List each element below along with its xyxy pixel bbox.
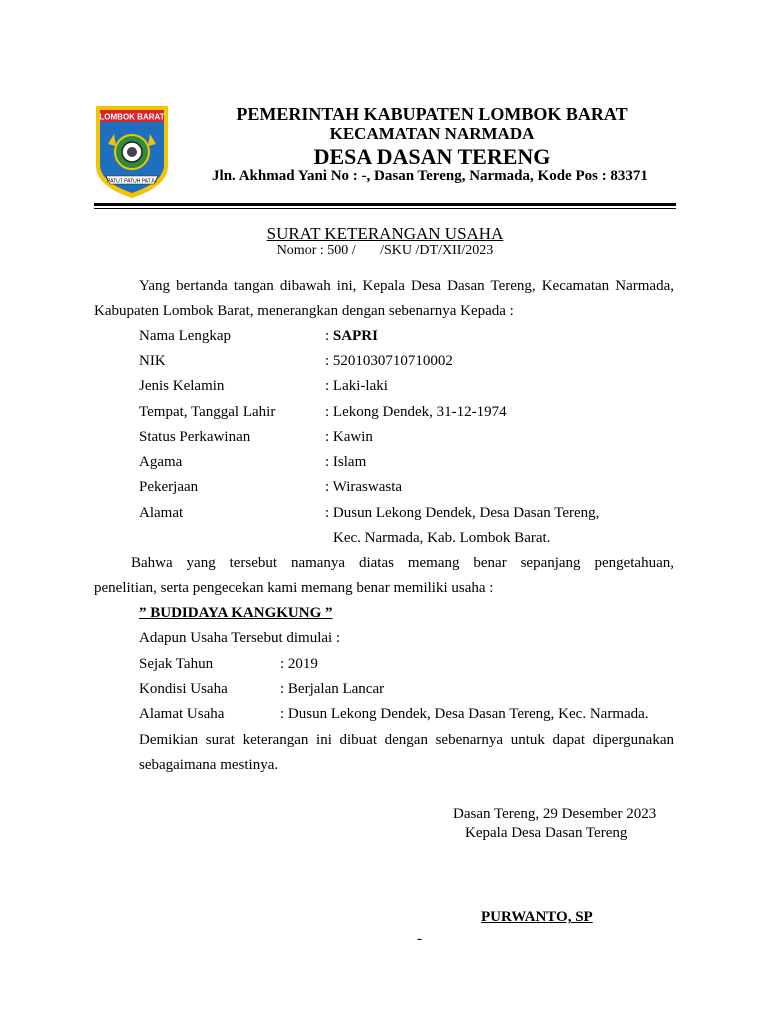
header-address: Jln. Akhmad Yani No : -, Dasan Tereng, Narmada, Kode Pos : 83371 [212,168,648,184]
value-since-year: : 2019 [280,656,318,672]
label-business-condition: Kondisi Usaha [139,681,228,697]
value-address-line-2: Kec. Narmada, Kab. Lombok Barat. [333,530,551,546]
document-number: Nomor : 500 / /SKU /DT/XII/2023 [276,243,494,258]
label-marital-status: Status Perkawinan [139,429,251,445]
signature-mark: - [417,931,422,947]
label-since-year: Sejak Tahun [139,656,214,672]
header-village: DESA DASAN TERENG [313,144,551,169]
value-religion: : Islam [325,454,367,470]
signature-place-date: Dasan Tereng, 29 Desember 2023 [453,806,657,822]
closing-line-1: Demikian surat keterangan ini dibuat dengan sebenarnya untuk dapat dipergunakan [139,732,674,748]
value-nik: : 5201030710710002 [325,353,453,369]
label-gender: Jenis Kelamin [139,378,225,394]
label-address: Alamat [139,505,184,521]
value-occupation: : Wiraswasta [325,479,403,495]
value-gender: : Laki-laki [325,378,388,394]
business-intro: Adapun Usaha Tersebut dimulai : [139,630,341,646]
value-address: : Dusun Lekong Dendek, Desa Dasan Tereng, [325,505,600,521]
statement-line-2: penelitian, serta pengecekan kami memang benar memiliki usaha : [94,580,494,596]
intro-line-2: Kabupaten Lombok Barat, menerangkan dengan sebenarnya Kepada : [94,303,514,319]
signatory-name: PURWANTO, SP [481,909,593,925]
header-district: KECAMATAN NARMADA [329,124,535,143]
svg-text:PATUT PATUH PATJU: PATUT PATUH PATJU [107,178,157,185]
svg-text:LOMBOK BARAT: LOMBOK BARAT [99,112,165,122]
document-title: SURAT KETERANGAN USAHA [266,224,504,243]
value-marital-status: : Kawin [325,429,373,445]
signature-position: Kepala Desa Dasan Tereng [465,825,628,841]
label-business-address: Alamat Usaha [139,706,225,722]
header-government: PEMERINTAH KABUPATEN LOMBOK BARAT [236,104,628,124]
label-nik: NIK [139,353,166,369]
value-business-address: : Dusun Lekong Dendek, Desa Dasan Tereng, Kec. Narmada. [280,706,649,722]
label-full-name: Nama Lengkap [139,328,232,344]
closing-line-2: sebagaimana mestinya. [139,757,279,773]
intro-line-1: Yang bertanda tangan dibawah ini, Kepala Desa Dasan Tereng, Kecamatan Narmada, [139,278,674,294]
label-religion: Agama [139,454,183,470]
value-business-condition: : Berjalan Lancar [280,681,385,697]
lombok-barat-logo [94,104,170,200]
statement-line-1: Bahwa yang tersebut namanya diatas memang benar sepanjang pengetahuan, [131,555,674,571]
label-birth: Tempat, Tanggal Lahir [139,404,276,420]
header-divider-thick [94,203,676,206]
label-occupation: Pekerjaan [139,479,199,495]
value-full-name: : SAPRI [325,328,378,344]
value-birth: : Lekong Dendek, 31-12-1974 [325,404,507,420]
header-divider-thin [94,208,676,209]
business-name: ” BUDIDAYA KANGKUNG ” [139,605,333,621]
